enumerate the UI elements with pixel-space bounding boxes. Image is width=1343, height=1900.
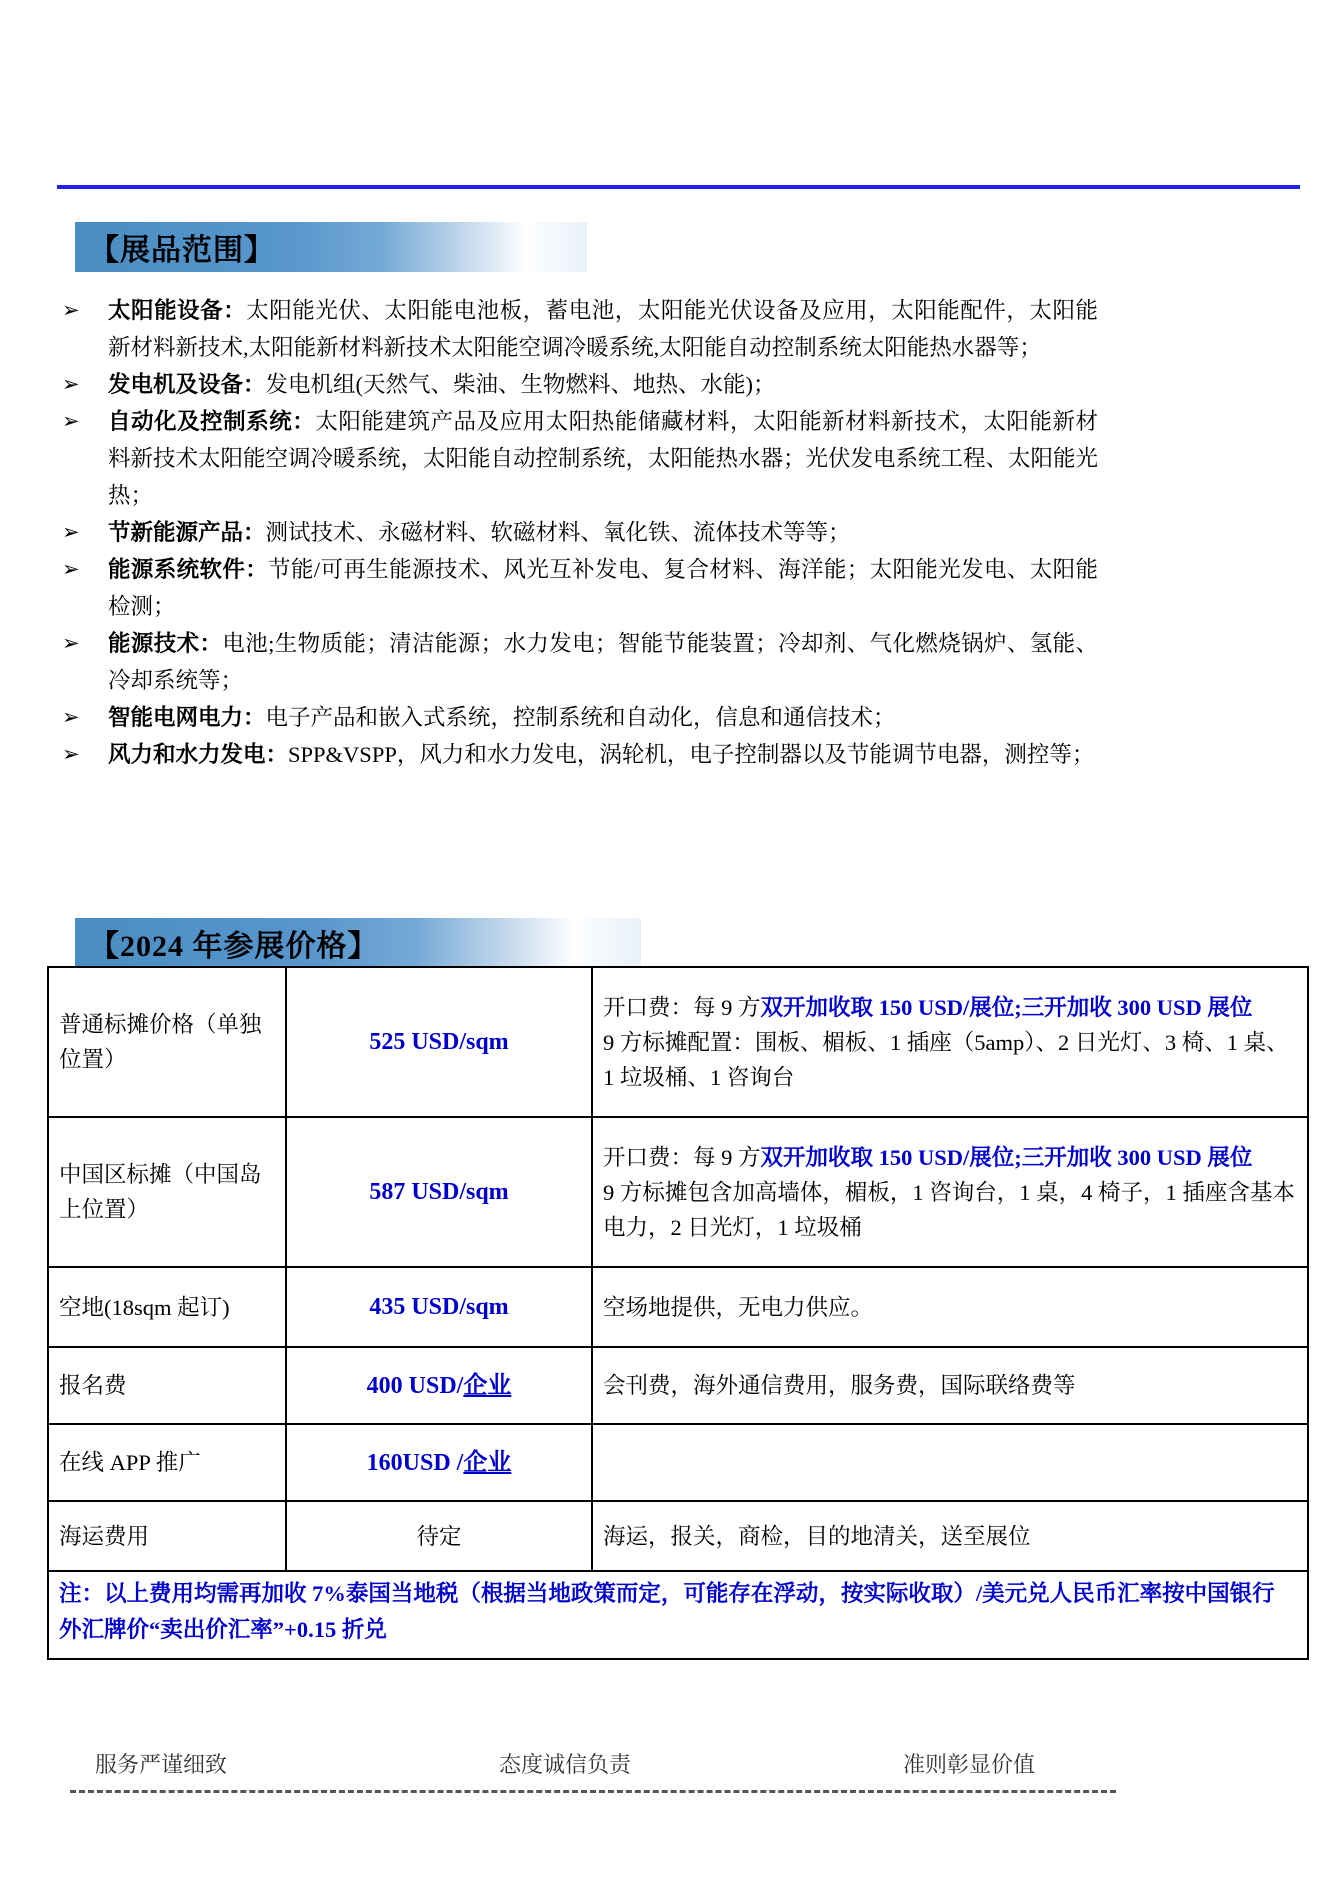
- cell-price: 525 USD/sqm: [369, 1029, 509, 1055]
- table-row-raw-space: [48, 1267, 1308, 1347]
- open-fee-surcharge: 双开加收取 150 USD/展位;三开加收 300 USD 展位: [760, 1144, 1253, 1170]
- bullet-label: 节新能源产品：: [108, 520, 266, 545]
- bullet-text: 测试技术、永磁材料、软磁材料、氧化铁、流体技术等等；: [265, 520, 851, 545]
- bullet-label: 自动化及控制系统：: [108, 409, 316, 434]
- booth-config: 9 方标摊配置：围板、楣板、1 插座（5amp）、2 日光灯、3 椅、1 桌、1 垃圾桶、1 咨询台: [603, 1029, 1289, 1090]
- cell-description: [592, 1424, 1308, 1501]
- list-item: [62, 551, 1098, 625]
- arrow-bullet-icon: ➢: [62, 298, 80, 322]
- section-title-exhibit-scope: 【展品范围】: [89, 234, 275, 267]
- cell-item-name: 报名费: [48, 1347, 286, 1424]
- cell-item-name: 中国区标摊（中国岛上位置）: [48, 1117, 286, 1267]
- bullet-label: 能源系统软件：: [108, 557, 269, 582]
- open-fee-prefix: 开口费：每 9 方: [603, 1144, 761, 1170]
- arrow-bullet-icon: ➢: [62, 742, 80, 766]
- section-header-exhibit-scope: [75, 222, 587, 272]
- bullet-label: 太阳能设备：: [108, 298, 247, 323]
- table-row-standard-booth: [48, 967, 1308, 1117]
- table-row-tax-note: [48, 1571, 1308, 1659]
- arrow-bullet-icon: ➢: [62, 409, 80, 433]
- footer-dashed-line: [70, 1790, 1116, 1793]
- bullet-label: 发电机及设备：: [108, 372, 266, 397]
- open-fee-surcharge: 双开加收取 150 USD/展位;三开加收 300 USD 展位: [760, 994, 1253, 1020]
- cell-description: 会刊费，海外通信费用，服务费，国际联络费等: [592, 1347, 1308, 1424]
- cell-price: 587 USD/sqm: [369, 1179, 509, 1205]
- cell-item-name: 普通标摊价格（单独位置）: [48, 967, 286, 1117]
- bullet-text: SPP&VSPP，风力和水力发电，涡轮机，电子控制器以及节能调节电器，测控等；: [288, 742, 1095, 767]
- list-item: [62, 699, 1098, 736]
- arrow-bullet-icon: ➢: [62, 520, 80, 544]
- bullet-label: 风力和水力发电：: [108, 742, 289, 767]
- bullet-text: 发电机组(天然气、柴油、生物燃料、地热、水能)；: [265, 372, 776, 397]
- list-item: [62, 625, 1098, 699]
- cell-description: 空场地提供，无电力供应。: [592, 1267, 1308, 1347]
- bullet-text: 电子产品和嵌入式系统，控制系统和自动化，信息和通信技术；: [265, 705, 896, 730]
- arrow-bullet-icon: ➢: [62, 557, 80, 581]
- section-header-2024-prices: [75, 918, 641, 968]
- bullet-text: 太阳能光伏、太阳能电池板，蓄电池，太阳能光伏设备及应用，太阳能配件，太阳能新材料新技术,太阳能新材料新技术太阳能空调冷暖系统,太阳能自动控制系统太阳能热水器等；: [108, 298, 1098, 360]
- list-item: [62, 366, 1098, 403]
- table-row-china-booth: [48, 1117, 1308, 1267]
- price-table: [47, 966, 1309, 1660]
- cell-item-name: 空地(18sqm 起订): [48, 1267, 286, 1347]
- arrow-bullet-icon: ➢: [62, 372, 80, 396]
- tax-note: 注：以上费用均需再加收 7%泰国当地税（根据当地政策而定，可能存在浮动，按实际收取）/美元兑人民币汇率按中国银行外汇牌价“卖出价汇率”+0.15 折兑: [48, 1571, 1308, 1659]
- list-item: [62, 292, 1098, 366]
- cell-item-name: 海运费用: [48, 1501, 286, 1571]
- footer-motto-right: 准则彰显价值: [902, 1752, 1035, 1777]
- table-row-sea-freight: [48, 1501, 1308, 1571]
- list-item: [62, 403, 1098, 514]
- list-item: [62, 736, 1098, 773]
- section-title-2024-prices: 【2024 年参展价格】: [89, 930, 379, 963]
- exhibit-scope-list: [62, 292, 1098, 773]
- bullet-label: 能源技术：: [108, 631, 223, 656]
- arrow-bullet-icon: ➢: [62, 631, 80, 655]
- top-divider-line: [57, 185, 1300, 189]
- list-item: [62, 514, 1098, 551]
- cell-item-name: 在线 APP 推广: [48, 1424, 286, 1501]
- cell-price: 待定: [416, 1523, 462, 1549]
- cell-description: 海运，报关，商检，目的地清关，送至展位: [592, 1501, 1308, 1571]
- booth-config: 9 方标摊包含加高墙体，楣板，1 咨询台，1 桌，4 椅子，1 插座含基本电力，2 日光灯，1 垃圾桶: [603, 1179, 1295, 1240]
- bullet-text: 电池;生物质能；清洁能源；水力发电；智能节能装置；冷却剂、气化燃烧锅炉、氢能、冷却系统等；: [108, 631, 1098, 693]
- page-footer: [95, 1748, 1035, 1779]
- footer-motto-center: 态度诚信负责: [498, 1752, 631, 1777]
- cell-price: 400 USD/企业: [366, 1372, 512, 1399]
- footer-motto-left: 服务严谨细致: [95, 1752, 228, 1777]
- cell-price: 435 USD/sqm: [369, 1294, 509, 1320]
- cell-price: 160USD /企业: [366, 1449, 512, 1476]
- bullet-text: 节能/可再生能源技术、风光互补发电、复合材料、海洋能；太阳能光发电、太阳能检测；: [108, 557, 1098, 619]
- open-fee-prefix: 开口费：每 9 方: [603, 994, 761, 1020]
- bullet-text: 太阳能建筑产品及应用太阳热能储藏材料，太阳能新材料新技术，太阳能新材料新技术太阳能空调冷暖系统，太阳能自动控制系统，太阳能热水器；光伏发电系统工程、太阳能光热；: [108, 409, 1099, 508]
- table-row-registration-fee: [48, 1347, 1308, 1424]
- table-row-app-promotion: [48, 1424, 1308, 1501]
- arrow-bullet-icon: ➢: [62, 705, 80, 729]
- bullet-label: 智能电网电力：: [108, 705, 266, 730]
